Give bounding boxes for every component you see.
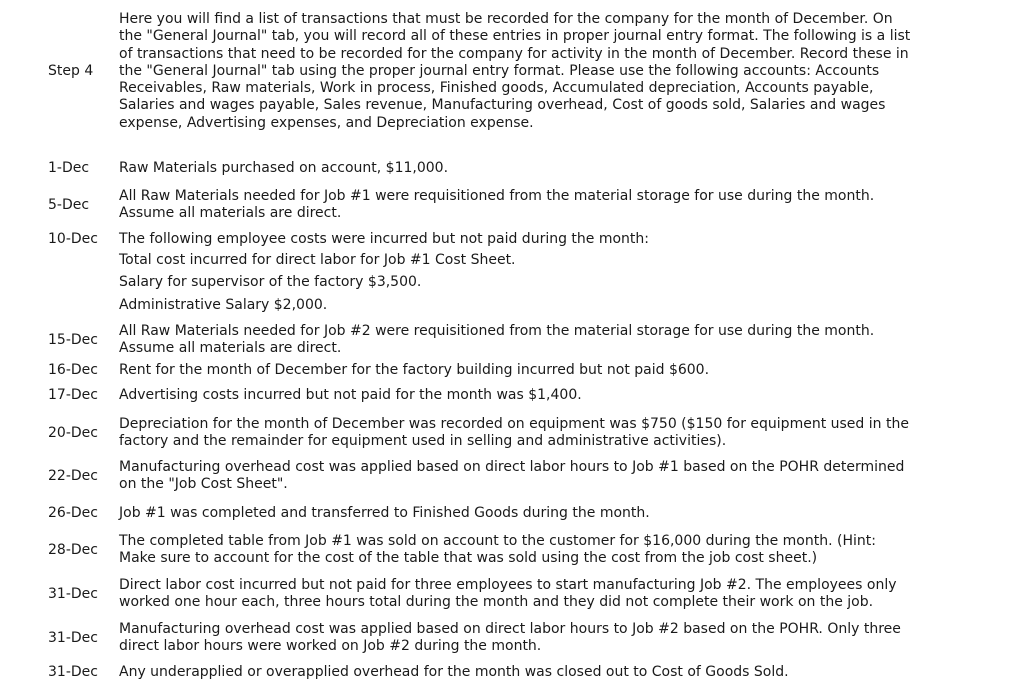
transaction-description: Salary for supervisor of the factory $3,500. [119,274,422,290]
step-label: Step 4 [48,63,94,79]
transaction-date: 22-Dec [48,468,98,484]
transaction-date: 1-Dec [48,160,90,176]
transaction-description: Job #1 was completed and transferred to Finished Goods during the month. [119,505,650,521]
step-instructions: Here you will find a list of transactions that must be recorded for the company for the month of December. On the "General Journal" tab, you will record all of these entries in proper journal entry format. The following is a list of transactions that need to be recorded for the company for activity in the month of December. Record these in the "General Journal" tab using the proper journal entry format. Please use the following accounts: Accounts Receivables, Raw materials, Work in process, Finished goods, Accumulated depreciation, Accounts payable, Salaries and wages payable, Sales revenue, Manufacturing overhead, Cost of goods sold, Salaries and wages expense, Advertising expenses, and Depreciation expense. [119,11,911,131]
transaction-date: 31-Dec [48,630,98,646]
transaction-date: 26-Dec [48,505,98,521]
transaction-description: All Raw Materials needed for Job #2 were requisitioned from the material storage for use during the month. Assume all materials are direct. [119,323,875,357]
transaction-description: All Raw Materials needed for Job #1 were requisitioned from the material storage for use during the month. Assume all materials are direct. [119,188,875,222]
transaction-description: The completed table from Job #1 was sold on account to the customer for $16,000 during the month. (Hint: Make sure to account for the cost of the table that was sold using the cost from the job cost sheet.) [119,533,876,567]
transaction-date: 31-Dec [48,586,98,602]
transaction-description: The following employee costs were incurred but not paid during the month: [119,231,650,247]
transaction-description: Direct labor cost incurred but not paid for three employees to start manufacturing Job #2. The employees only worked one hour each, three hours total during the month and they did not complete their work on the job. [119,577,897,611]
transaction-date: 16-Dec [48,362,98,378]
transaction-description: Raw Materials purchased on account, $11,000. [119,160,449,176]
transaction-description: Administrative Salary $2,000. [119,297,328,313]
transaction-description: Any underapplied or overapplied overhead for the month was closed out to Cost of Goods Sold. [119,664,789,680]
transaction-description: Depreciation for the month of December was recorded on equipment was $750 ($150 for equipment used in the factory and the remainder for equipment used in selling and administrative activities). [119,416,909,450]
transaction-date: 28-Dec [48,542,98,558]
transaction-date: 20-Dec [48,425,98,441]
transaction-date: 17-Dec [48,387,98,403]
transaction-description: Total cost incurred for direct labor for Job #1 Cost Sheet. [119,252,516,268]
transaction-date: 10-Dec [48,231,98,247]
transaction-description: Advertising costs incurred but not paid for the month was $1,400. [119,387,582,403]
transaction-description: Rent for the month of December for the factory building incurred but not paid $600. [119,362,710,378]
transaction-date: 15-Dec [48,332,98,348]
transaction-description: Manufacturing overhead cost was applied based on direct labor hours to Job #2 based on the POHR. Only three direct labor hours were worked on Job #2 during the month. [119,621,901,655]
transaction-description: Manufacturing overhead cost was applied based on direct labor hours to Job #1 based on the POHR determined on the "Job Cost Sheet". [119,459,905,493]
transaction-date: 5-Dec [48,197,90,213]
transaction-date: 31-Dec [48,664,98,680]
